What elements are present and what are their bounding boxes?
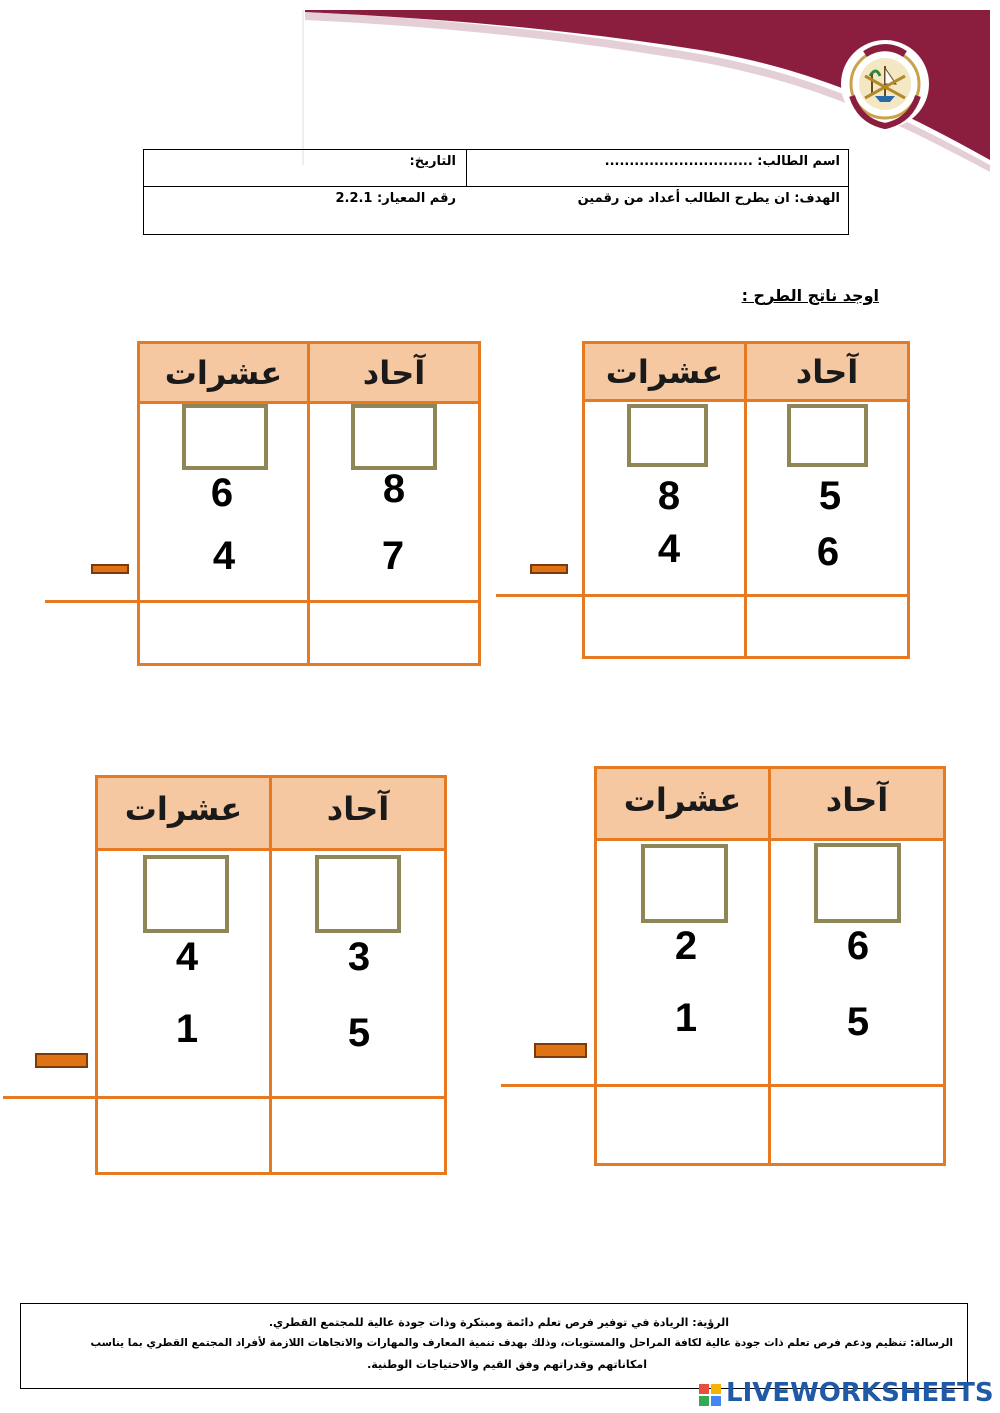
tens-answer-box[interactable] <box>641 844 728 923</box>
liveworksheets-logo-icon <box>698 1383 722 1407</box>
student-name-label: اسم الطالب: .............................. <box>604 154 840 169</box>
mission-text: الرسالة: تنظيم ودعم فرص تعلم ذات جودة عالية لكافة المراحل والمستويات، وذلك بهدف تنمية المعارف والمهارات والاتجاهات اللازمة لأفراد المجتمع القطري بما يناسب <box>90 1337 953 1349</box>
goal-label: الهدف: ان يطرح الطالب أعداد من رقمين <box>577 191 840 206</box>
bottom-tens-digit: 4 <box>212 534 236 578</box>
tens-answer-box[interactable] <box>627 404 708 467</box>
ones-answer-box[interactable] <box>787 404 868 467</box>
bottom-ones-digit: 5 <box>347 1011 371 1055</box>
ones-header: آحاد <box>362 354 426 392</box>
ones-answer-box[interactable] <box>814 843 901 923</box>
top-ones-digit: 5 <box>818 474 842 518</box>
minus-sign <box>91 564 129 574</box>
tens-header: عشرات <box>124 790 243 828</box>
minus-sign <box>35 1053 88 1068</box>
subtraction-problem <box>582 341 910 659</box>
ones-header: آحاد <box>825 781 889 819</box>
tens-answer-box[interactable] <box>182 404 268 470</box>
tens-answer-box[interactable] <box>143 855 229 933</box>
bottom-ones-digit: 7 <box>381 534 405 578</box>
standard-label: رقم المعيار: 2.2.1 <box>335 191 456 206</box>
ones-header: آحاد <box>326 790 390 828</box>
date-label: التاريخ: <box>409 154 456 169</box>
minus-sign <box>534 1043 587 1058</box>
bottom-ones-digit: 5 <box>846 1000 870 1044</box>
ones-header: آحاد <box>795 353 859 391</box>
top-tens-digit: 8 <box>657 474 681 518</box>
info-divider <box>144 186 848 187</box>
info-divider <box>466 150 467 186</box>
bottom-tens-digit: 4 <box>657 527 681 571</box>
top-tens-digit: 6 <box>210 471 234 515</box>
qatar-emblem-logo <box>830 36 940 136</box>
tens-header: عشرات <box>164 354 283 392</box>
bottom-ones-digit: 6 <box>816 530 840 574</box>
tens-header: عشرات <box>623 781 742 819</box>
instruction-heading: اوجد ناتج الطرح : <box>741 286 879 305</box>
bottom-tens-digit: 1 <box>674 996 698 1040</box>
minus-sign <box>530 564 568 574</box>
subtraction-problem <box>95 775 447 1175</box>
subtraction-problem <box>594 766 946 1166</box>
mission-text-continued: امكاناتهم وقدراتهم وفق القيم والاحتياجات الوطنية. <box>367 1358 647 1371</box>
top-ones-digit: 3 <box>347 935 371 979</box>
footer-box <box>20 1303 968 1389</box>
top-ones-digit: 8 <box>382 467 406 511</box>
vision-text: الرؤية: الريادة في توفير فرص تعلم دائمة ومبتكرة وذات جودة عالية للمجتمع القطري. <box>268 1316 729 1329</box>
tens-header: عشرات <box>605 353 724 391</box>
ones-answer-box[interactable] <box>315 855 401 933</box>
top-ones-digit: 6 <box>846 924 870 968</box>
top-tens-digit: 4 <box>175 935 199 979</box>
top-tens-digit: 2 <box>674 924 698 968</box>
bottom-tens-digit: 1 <box>175 1007 199 1051</box>
ones-answer-box[interactable] <box>351 404 437 470</box>
subtraction-problem <box>137 341 481 666</box>
liveworksheets-watermark: LIVEWORKSHEETS <box>726 1378 994 1408</box>
student-info-table <box>143 149 849 235</box>
